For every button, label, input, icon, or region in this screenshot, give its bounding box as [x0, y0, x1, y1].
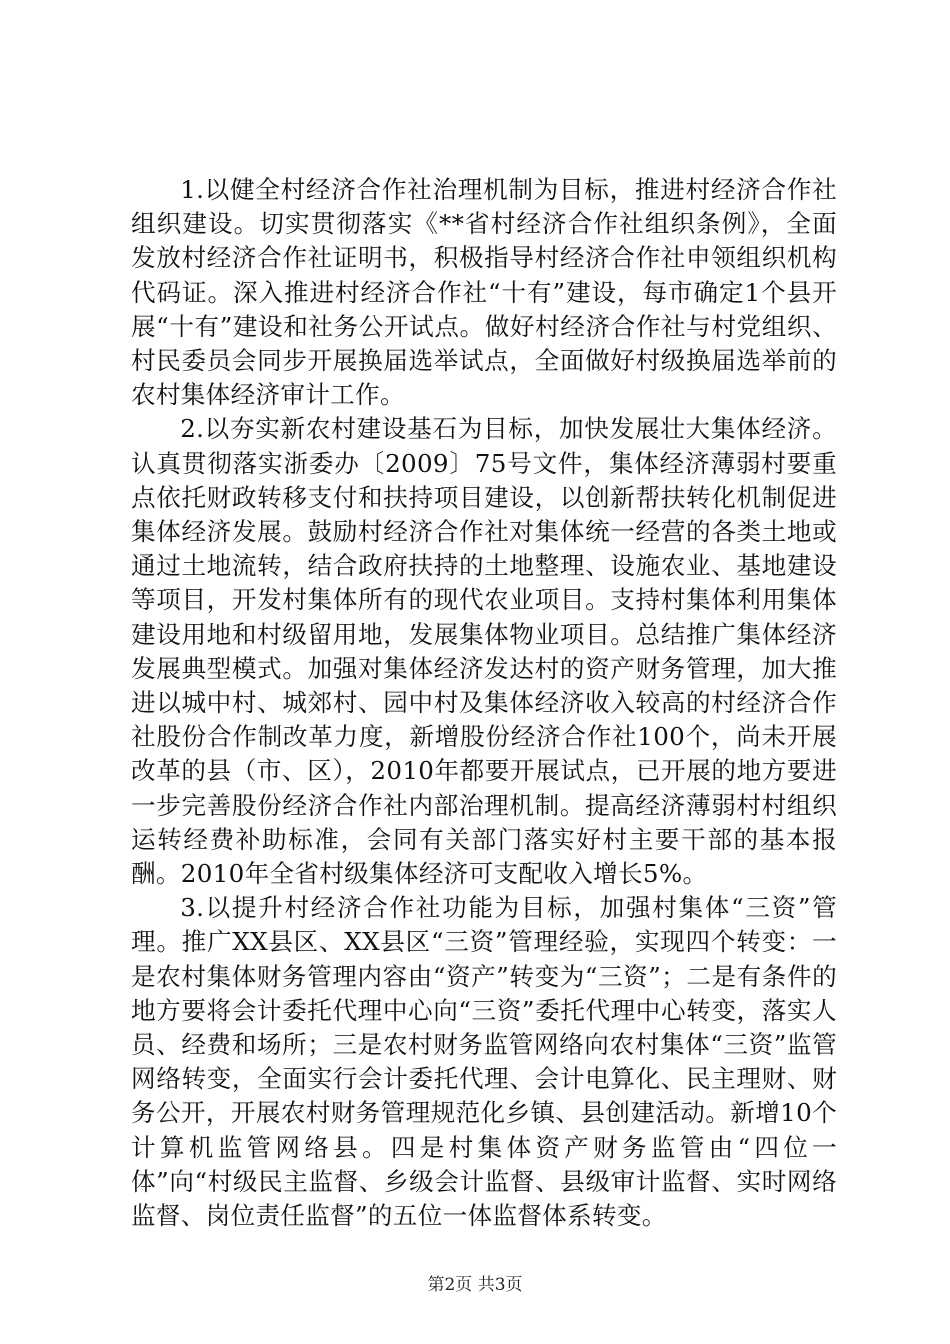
paragraph-3: 3.以提升村经济合作社功能为目标，加强村集体“三资”管理。推广XX县区、XX县区“三资”管理经验，实现四个转变：一是农村集体财务管理内容由“资产”转变为“三资”；二是有条件的地方要将会计委托代理中心向“三资”委托代理中心转变，落实人员、经费和场所；三是农村财务监管网络向农村集体“三资”监管网络转变，全面实行会计委托代理、会计电算化、民主理财、财务公开，开展农村财务管理规范化乡镇、县创建活动。新增10个计算机监管网络县。四是村集体资产财务监管由“四位一体”向“村级民主监督、乡级会计监督、县级审计监督、实时网络监督、岗位责任监督”的五位一体监督体系转变。 [131, 893, 837, 1231]
paragraph-2: 2.以夯实新农村建设基石为目标，加快发展壮大集体经济。认真贯彻落实浙委办〔2009〕75号文件，集体经济薄弱村要重点依托财政转移支付和扶持项目建设，以创新帮扶转化机制促进集体经济发展。鼓励村经济合作社对集体统一经营的各类土地或通过土地流转，结合政府扶持的土地整理、设施农业、基地建设等项目，开发村集体所有的现代农业项目。支持村集体利用集体建设用地和村级留用地，发展集体物业项目。总结推广集体经济发展典型模式。加强对集体经济发达村的资产财务管理，加大推进以城中村、城郊村、园中村及集体经济收入较高的村经济合作社股份合作制改革力度，新增股份经济合作社100个，尚未开展改革的县（市、区），2010年都要开展试点，已开展的地方要进一步完善股份经济合作社内部治理机制。提高经济薄弱村村组织运转经费补助标准，会同有关部门落实好村主要干部的基本报酬。2010年全省村级集体经济可支配收入增长5%。 [131, 414, 837, 889]
page-footer: 第2页 共3页 [427, 1275, 523, 1295]
document-body [131, 173, 837, 1233]
paragraph-1: 1.以健全村经济合作社治理机制为目标，推进村经济合作社组织建设。切实贯彻落实《**省村经济合作社组织条例》，全面发放村经济合作社证明书，积极指导村经济合作社申领组织机构代码证。深入推进村经济合作社“十有”建设，每市确定1个县开展“十有”建设和社务公开试点。做好村经济合作社与村党组织、村民委员会同步开展换届选举试点，全面做好村级换届选举前的农村集体经济审计工作。 [131, 175, 837, 410]
